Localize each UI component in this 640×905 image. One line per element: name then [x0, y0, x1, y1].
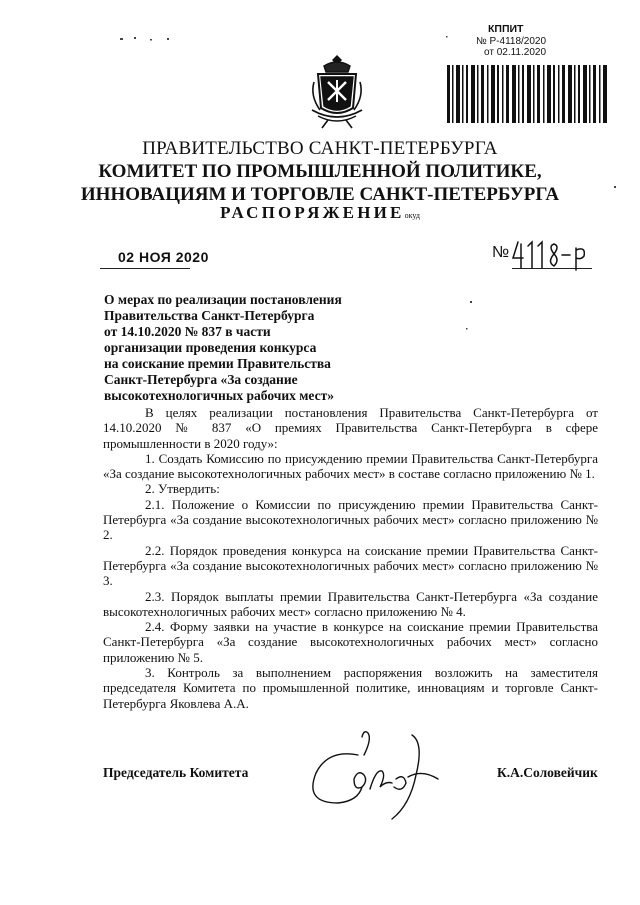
document-type: [0, 203, 640, 223]
paragraph-3: 3. Контроль за выполнением распоряжения возложить на заместителя председателя Комитета по промышленной политике, инновациям и торговле Санкт-Петербурга Яковлева А.А.: [103, 665, 598, 711]
paragraph-2: 2. Утвердить:: [145, 481, 220, 497]
paragraph-1: 1. Создать Комиссию по присуждению премии Правительства Санкт-Петербурга «За создание высокотехнологичных рабочих мест» в составе согласно приложению № 1.: [103, 450, 598, 482]
signatory-position: Председатель Комитета: [103, 765, 249, 780]
paragraph-2-1: 2.1. Положение о Комиссии по присуждению премии Правительства Санкт-Петербурга «За создание высокотехнологичных рабочих мест» согласно приложению № 2.: [103, 496, 598, 543]
subject-line: Правительства Санкт-Петербурга: [104, 308, 315, 323]
number-prefix: №: [492, 244, 510, 261]
handwritten-signature: [300, 727, 450, 825]
handwritten-number: [510, 238, 590, 272]
committee-title: [0, 160, 640, 206]
document-type-label: РАСПОРЯЖЕНИЕ: [220, 203, 405, 222]
stamp-number: № Р-4118/2020: [476, 36, 547, 47]
stamp-code: КППИТ: [488, 23, 524, 35]
document-date: 02 НОЯ 2020: [118, 249, 209, 265]
subject-line: на соискание премии Правительства: [104, 356, 331, 371]
document-subject: [104, 292, 364, 404]
subject-line: высокотехнологичных рабочих мест»: [104, 388, 334, 403]
subject-line: организации проведения конкурса: [104, 340, 317, 355]
subject-line: О мерах по реализации постановления: [104, 292, 342, 307]
subject-line: Санкт-Петербурга «За создание: [104, 372, 298, 387]
paragraph-2-4: 2.4. Форму заявки на участие в конкурсе на соискание премии Правительства Санкт-Петербурга «За создание высокотехнологичных рабочих мест» согласно приложению № 5.: [103, 619, 598, 665]
document-body: [103, 405, 598, 711]
subject-line: от 14.10.2020 № 837 в части: [104, 324, 271, 339]
paragraph-2-3: 2.3. Порядок выплаты премии Правительства Санкт-Петербурга «За создание высокотехнологичных рабочих мест» согласно приложению № 4.: [103, 588, 598, 619]
stamp-date: от 02.11.2020: [484, 47, 547, 58]
signatory-name: К.А.Соловейчик: [497, 765, 598, 780]
barcode: [447, 65, 607, 123]
committee-title-line2: ИННОВАЦИЯМ И ТОРГОВЛЕ САНКТ-ПЕТЕРБУРГА: [80, 184, 560, 205]
okud-label: окуд: [404, 211, 420, 220]
paragraph-2-2: 2.2. Порядок проведения конкурса на соискание премии Правительства Санкт-Петербурга «За создание высокотехнологичных рабочих мест» согласно приложению № 3.: [103, 542, 598, 589]
committee-title-line1: КОМИТЕТ ПО ПРОМЫШЛЕННОЙ ПОЛИТИКЕ,: [98, 161, 542, 182]
coat-of-arms-emblem: [308, 52, 366, 132]
date-underline: [100, 268, 190, 269]
intro-paragraph: В целях реализации постановления Правительства Санкт-Петербурга от 14.10.2020 № 837 «О премиях Правительства Санкт-Петербурга в сфере промышленности в 2020 году»:: [103, 405, 598, 451]
government-title: ПРАВИТЕЛЬСТВО САНКТ-ПЕТЕРБУРГА: [142, 138, 498, 159]
